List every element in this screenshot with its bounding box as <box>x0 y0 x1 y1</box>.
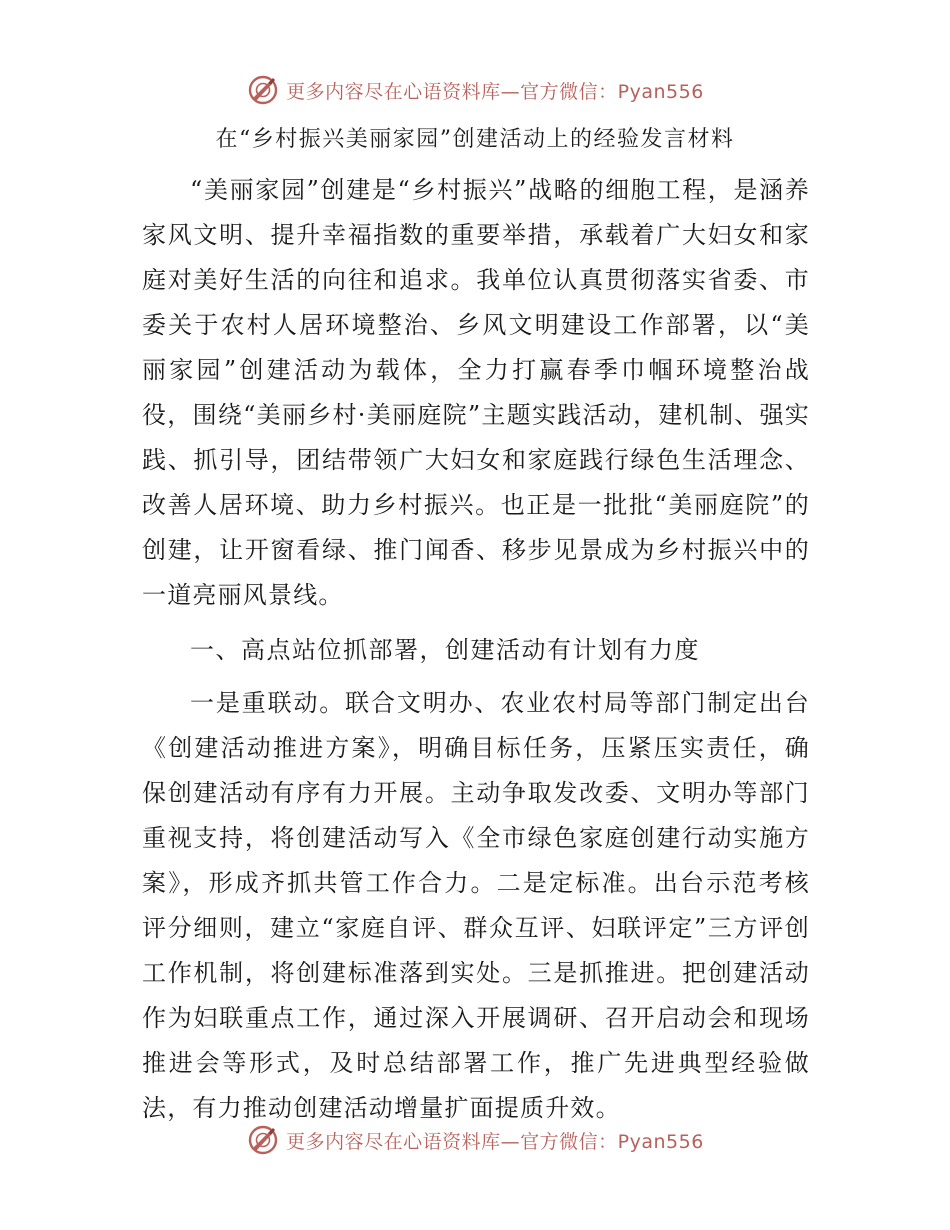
page-title: 在“乡村振兴美丽家园”创建活动上的经验发言材料 <box>215 127 735 152</box>
footer-banner <box>0 1120 950 1160</box>
section-heading-1: 一、高点站位抓部署，创建活动有计划有力度 <box>190 636 700 664</box>
header-banner <box>0 70 950 110</box>
header-banner-text: 更多内容尽在心语资料库—官方微信：Pyan556 <box>286 80 704 103</box>
body-paragraph-intro: “美丽家园”创建是“乡村振兴”战略的细胞工程，是涵养家风文明、提升幸福指数的重要举措，承载着广大妇女和家庭对美好生活的向往和追求。我单位认真贯彻落实省委、市委关于农村人居环境整治、乡风文明建设工作部署，以“美丽家园”创建活动为载体，全力打赢春季巾帼环境整治战役，围绕“美丽乡村·美丽庭院”主题实践活动，建机制、强实践、抓引导，团结带领广大妇女和家庭践行绿色生活理念、改善人居环境、助力乡村振兴。也正是一批批“美丽庭院”的创建，让开窗看绿、推门闻香、移步见景成为乡村振兴中的一道亮丽风景线。 <box>142 176 810 609</box>
document-body <box>142 168 810 1131</box>
footer-banner-text: 更多内容尽在心语资料库—官方微信：Pyan556 <box>286 1130 704 1153</box>
seal-logo-icon <box>246 1123 280 1157</box>
body-paragraph-section-1: 一是重联动。联合文明办、农业农村局等部门制定出台《创建活动推进方案》，明确目标任务，压紧压实责任，确保创建活动有序有力开展。主动争取发改委、文明办等部门重视支持，将创建活动写入《全市绿色家庭创建行动实施方案》，形成齐抓共管工作合力。二是定标准。出台示范考核评分细则，建立“家庭自评、群众互评、妇联评定”三方评创工作机制，将创建标准落到实处。三是抓推进。把创建活动作为妇联重点工作，通过深入开展调研、召开启动会和现场推进会等形式，及时总结部署工作，推广先进典型经验做法，有力推动创建活动增量扩面提质升效。 <box>142 689 810 1122</box>
seal-logo-icon <box>246 73 280 107</box>
